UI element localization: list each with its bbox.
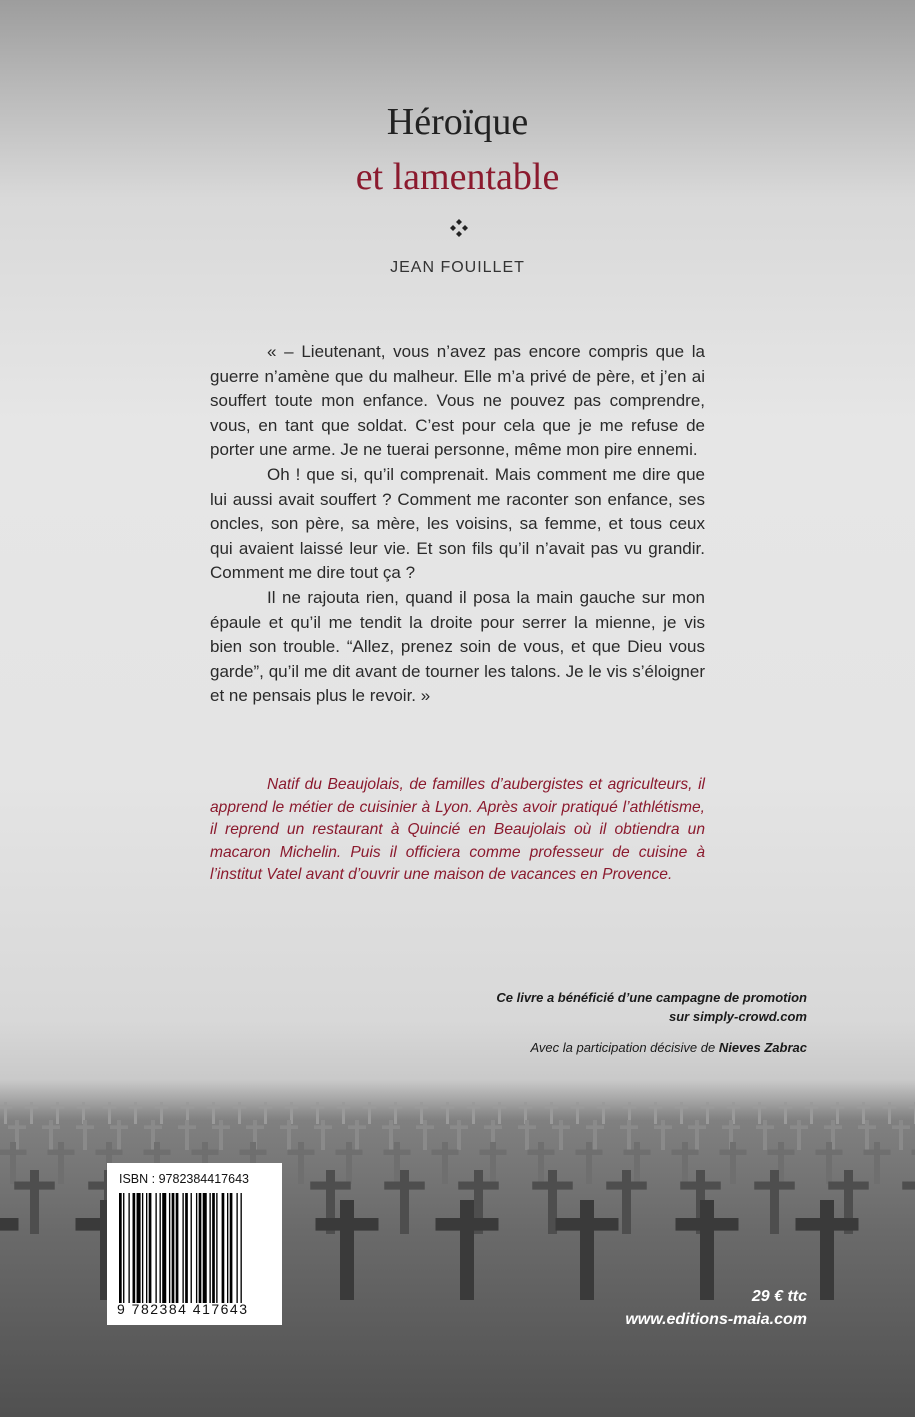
- participation-prefix: Avec la participation décisive de: [530, 1040, 719, 1055]
- participation-note: [387, 1040, 807, 1055]
- author-bio: [210, 774, 705, 887]
- promotion-line-2: sur simply-crowd.com: [669, 1009, 807, 1024]
- excerpt-paragraph: Oh ! que si, qu’il comprenait. Mais comment me dire que lui aussi avait souffert ? Comment me raconter son enfance, ses oncles, son père, sa mère, les voisins, sa femme, et tous ceux qui avaient laissé leur vie. Et son fils qu’il n’avait pas vu grandir. Comment me dire tout ça ?: [210, 464, 705, 583]
- price: 29 € ttc: [751, 1288, 807, 1305]
- promotion-line-1: Ce livre a bénéficié d’une campagne de promotion: [496, 990, 807, 1005]
- title-line-2: et lamentable: [355, 156, 560, 198]
- isbn-barcode-box: [107, 1163, 282, 1325]
- title-line-1: Héroïque: [386, 101, 529, 143]
- book-excerpt: [210, 340, 705, 709]
- excerpt-paragraph: « – Lieutenant, vous n’avez pas encore compris que la guerre n’amène que du malheur. Elle m’a privé de père, et j’en ai souffert toute mon enfance. Vous ne pouvez pas comprendre, vous, en tant que soldat. C’est pour cela que je me refuse de porter une arme. Je ne tuerai personne, même mon pire ennemi.: [210, 342, 705, 460]
- barcode-digits: 9 782384 417643: [117, 1301, 249, 1317]
- isbn-label: ISBN : 9782384417643: [119, 1172, 249, 1186]
- diamond-cluster-icon: [449, 218, 469, 238]
- author-name: JEAN FOUILLET: [390, 259, 525, 276]
- excerpt-paragraph: Il ne rajouta rien, quand il posa la main gauche sur mon épaule et qu’il me tendit la droite pour serrer la mienne, je vis bien son trouble. “Allez, prenez soin de vous, et que Dieu vous garde”, qu’il me dit avant de tourner les talons. Je le vis s’éloigner et ne pensais plus le revoir. »: [210, 587, 705, 706]
- promotion-note: [387, 988, 807, 1026]
- author-bio-text: Natif du Beaujolais, de familles d’aubergistes et agriculteurs, il apprend le métier de cuisinier à Lyon. Après avoir pratiqué l’athlétisme, il reprend un restaurant à Quincié en Beaujolais où il obtiendra un macaron Michelin. Puis il officiera comme professeur de cuisine à l’institut Vatel avant d’ouvrir une maison de vacances en Provence.: [210, 776, 705, 884]
- publisher-website: www.editions-maia.com: [625, 1311, 807, 1328]
- barcode-icon: [119, 1193, 272, 1303]
- participation-name: Nieves Zabrac: [718, 1040, 807, 1055]
